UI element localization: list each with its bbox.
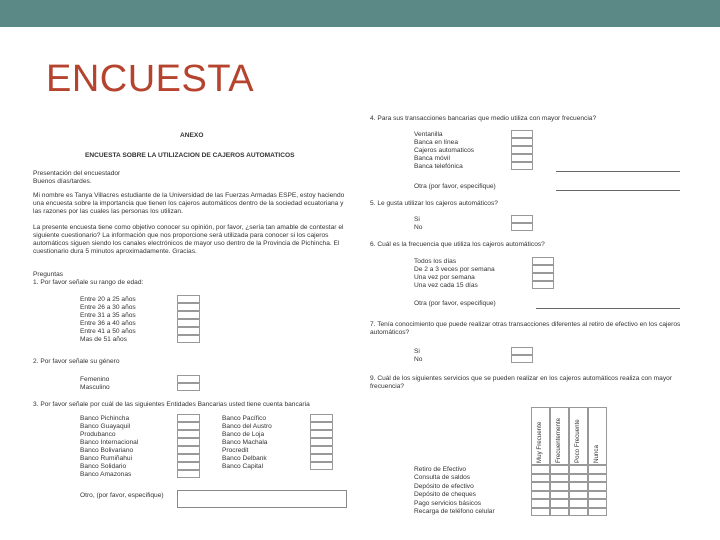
option-label: Banca en línea bbox=[414, 139, 458, 146]
survey-page-left bbox=[30, 128, 360, 528]
service-checkbox[interactable] bbox=[569, 491, 588, 500]
bank-option-checkbox[interactable] bbox=[177, 430, 200, 438]
option-label: No bbox=[414, 224, 423, 231]
option-label: No bbox=[414, 356, 423, 363]
option-label: Femenino bbox=[80, 376, 110, 383]
service-checkbox[interactable] bbox=[531, 465, 550, 474]
service-checkbox[interactable] bbox=[569, 508, 588, 517]
option-label: Una vez cada 15 días bbox=[414, 282, 478, 289]
bank-option-checkbox[interactable] bbox=[177, 446, 200, 454]
bank-option-checkbox[interactable] bbox=[177, 422, 200, 430]
service-checkbox[interactable] bbox=[531, 474, 550, 483]
service-checkbox[interactable] bbox=[550, 474, 569, 483]
option-checkbox[interactable] bbox=[532, 273, 554, 281]
option-checkbox[interactable] bbox=[177, 319, 200, 327]
service-checkbox[interactable] bbox=[550, 499, 569, 508]
bank-option-checkbox[interactable] bbox=[177, 454, 200, 462]
slide-title: ENCUESTA bbox=[46, 58, 255, 100]
service-label: Depósito de efectivo bbox=[414, 482, 474, 490]
annex-label: ANEXO bbox=[180, 132, 204, 139]
questions-label: Preguntas bbox=[33, 271, 64, 278]
bank-option-label: Banco Guayaquil bbox=[80, 423, 131, 430]
bank-option-label: Produbanco bbox=[80, 431, 116, 438]
bank-option-label: Banco Rumiñahui bbox=[80, 455, 133, 462]
bank-option-label: Banco del Austro bbox=[222, 423, 272, 430]
survey-page-right bbox=[370, 113, 710, 533]
service-label: Recarga de teléfono celular bbox=[414, 508, 495, 515]
service-checkbox[interactable] bbox=[569, 474, 588, 483]
bank-option-checkbox[interactable] bbox=[310, 438, 333, 446]
frequency-other-label: Otra (por favor, especifique) bbox=[414, 300, 496, 307]
service-checkbox[interactable] bbox=[569, 465, 588, 474]
option-label: Entre 31 a 35 años bbox=[80, 312, 136, 319]
bank-option-label: Banco Delbank bbox=[222, 455, 267, 462]
greeting-text: Buenos días/tardes. bbox=[33, 178, 92, 185]
option-checkbox[interactable] bbox=[177, 303, 200, 311]
question-3: 3. Por favor señale por cuál de las siguientes Entidades Bancarias usted tiene cuenta bancaria bbox=[33, 401, 310, 408]
service-checkbox[interactable] bbox=[550, 508, 569, 517]
option-checkbox[interactable] bbox=[177, 383, 200, 391]
option-label: Una vez por semana bbox=[414, 274, 475, 281]
question-1: 1. Por favor señale su rango de edad: bbox=[33, 279, 144, 286]
service-checkbox[interactable] bbox=[550, 482, 569, 491]
service-label: Consulta de saldos bbox=[414, 474, 471, 481]
option-checkbox[interactable] bbox=[511, 223, 533, 231]
question-9: 9. Cuál de los siguientes servicios que se pueden realizar en los cajeros automáticos realiza con mayor frecuencia? bbox=[370, 375, 673, 390]
slide-header-bar bbox=[0, 0, 720, 27]
survey-heading: ENCUESTA SOBRE LA UTILIZACION DE CAJEROS AUTOMATICOS bbox=[85, 152, 295, 159]
option-checkbox[interactable] bbox=[511, 347, 533, 355]
bank-option-checkbox[interactable] bbox=[310, 446, 333, 454]
option-checkbox[interactable] bbox=[532, 257, 554, 265]
option-label: Ventanilla bbox=[414, 131, 443, 138]
channel-other-label: Otra (por favor, especifique) bbox=[414, 183, 496, 190]
bank-option-label: Procredit bbox=[222, 447, 249, 454]
option-label: Mas de 51 años bbox=[80, 336, 127, 343]
service-label: Retiro de Efectivo bbox=[414, 465, 467, 473]
option-checkbox[interactable] bbox=[511, 146, 533, 154]
service-checkbox[interactable] bbox=[531, 508, 550, 517]
option-label: Banca móvil bbox=[414, 155, 450, 162]
option-checkbox[interactable] bbox=[532, 281, 554, 289]
option-checkbox[interactable] bbox=[511, 355, 533, 363]
option-checkbox[interactable] bbox=[177, 327, 200, 335]
option-label: Si bbox=[414, 348, 420, 355]
channel-other-field[interactable] bbox=[556, 171, 680, 191]
bank-option-label: Banco Bolivariano bbox=[80, 447, 134, 454]
service-checkbox[interactable] bbox=[588, 465, 607, 474]
grid-column-label: Frecuentemente bbox=[555, 417, 562, 463]
option-label: Banca telefónica bbox=[414, 163, 463, 170]
grid-column-label: Nunca bbox=[593, 445, 600, 463]
bank-option-checkbox[interactable] bbox=[310, 454, 333, 462]
service-checkbox[interactable] bbox=[531, 482, 550, 491]
option-checkbox[interactable] bbox=[511, 162, 533, 170]
service-checkbox[interactable] bbox=[588, 508, 607, 517]
question-6: 6. Cuál es la frecuencia que utiliza los cajeros automáticos? bbox=[370, 241, 545, 248]
option-label: De 2 a 3 veces por semana bbox=[414, 266, 495, 273]
presentation-label: Presentación del encuestador bbox=[33, 170, 121, 177]
option-label: Entre 41 a 50 años bbox=[80, 328, 136, 335]
option-checkbox[interactable] bbox=[511, 154, 533, 162]
intro-paragraph: Mi nombre es Tanya Villacres estudiante de la Universidad de las Fuerzas Armadas ESPE, estoy haciendo una encuesta sobre la importancia que tienen los cajeros automáticos dentro de la sociedad ecuatoriana y las razones por las cuales las personas los utilizan. bbox=[33, 192, 345, 215]
bank-other-box[interactable] bbox=[177, 490, 347, 508]
bank-option-checkbox[interactable] bbox=[177, 438, 200, 446]
service-label: Pago servicios básicos bbox=[414, 499, 482, 507]
bank-option-checkbox[interactable] bbox=[177, 462, 200, 470]
option-checkbox[interactable] bbox=[177, 375, 200, 383]
bank-option-label: Banco Pichincha bbox=[80, 415, 130, 422]
service-checkbox[interactable] bbox=[588, 499, 607, 508]
bank-option-label: Banco Amazonas bbox=[80, 471, 132, 478]
service-checkbox[interactable] bbox=[550, 465, 569, 474]
service-checkbox[interactable] bbox=[569, 499, 588, 508]
option-label: Todos los días bbox=[414, 258, 457, 265]
service-checkbox[interactable] bbox=[588, 474, 607, 483]
option-checkbox[interactable] bbox=[177, 311, 200, 319]
option-label: Entre 26 a 30 años bbox=[80, 304, 136, 311]
service-checkbox[interactable] bbox=[569, 482, 588, 491]
bank-option-checkbox[interactable] bbox=[310, 430, 333, 438]
service-checkbox[interactable] bbox=[588, 491, 607, 500]
question-2: 2. Por favor señale su género bbox=[33, 358, 120, 365]
question-5: 5. Le gusta utilizar los cajeros automáticos? bbox=[370, 200, 498, 207]
service-checkbox[interactable] bbox=[550, 491, 569, 500]
bank-option-checkbox[interactable] bbox=[310, 414, 333, 422]
bank-option-label: Banco Pacífico bbox=[222, 415, 266, 422]
option-checkbox[interactable] bbox=[177, 335, 200, 343]
bank-option-label: Banco Solidario bbox=[80, 463, 127, 470]
question-7: 7. Tenía conocimiento que puede realizar otras transacciones diferentes al retiro de efectivo en los cajeros automáticos? bbox=[370, 321, 681, 336]
bank-other-label: Otro, (por favor, especifique) bbox=[80, 492, 164, 499]
bank-option-checkbox[interactable] bbox=[177, 414, 200, 422]
question-4: 4. Para sus transacciones bancarias que medio utiliza con mayor frecuencia? bbox=[370, 115, 597, 122]
bank-option-label: Banco Internacional bbox=[80, 439, 139, 446]
service-checkbox[interactable] bbox=[531, 499, 550, 508]
grid-column-label: Poco Frecuente bbox=[574, 419, 581, 463]
option-label: Masculino bbox=[80, 384, 110, 391]
bank-option-checkbox[interactable] bbox=[177, 470, 200, 478]
bank-option-label: Banco Capital bbox=[222, 463, 264, 470]
bank-option-label: Banco Machala bbox=[222, 439, 268, 446]
option-label: Entre 36 a 40 años bbox=[80, 320, 136, 327]
service-checkbox[interactable] bbox=[531, 491, 550, 500]
option-checkbox[interactable] bbox=[511, 215, 533, 223]
option-label: Si bbox=[414, 216, 420, 223]
option-checkbox[interactable] bbox=[511, 138, 533, 146]
service-checkbox[interactable] bbox=[588, 482, 607, 491]
grid-column-label: Muy Frecuente bbox=[536, 421, 543, 463]
option-label: Cajeros automaticos bbox=[414, 147, 475, 154]
bank-option-label: Banco de Loja bbox=[222, 431, 265, 438]
service-label: Depósito de cheques bbox=[414, 491, 476, 498]
purpose-paragraph: La presente encuesta tiene como objetivo conocer su opinión, por favor, ¿sería tan amable de contestar el siguiente cuestionario? La información que nos proporcione será utilizada para conocer si los cajeros automáticos siguen siendo los canales electrónicos de mayor uso dentro de la Provincia de Pichincha. El cuestionario dura 5 minutos aproximadamente. Gracias. bbox=[33, 224, 344, 255]
bank-option-checkbox[interactable] bbox=[310, 462, 333, 470]
option-checkbox[interactable] bbox=[532, 265, 554, 273]
option-label: Entre 20 a 25 años bbox=[80, 296, 136, 303]
bank-option-checkbox[interactable] bbox=[310, 422, 333, 430]
frequency-other-field[interactable] bbox=[536, 294, 680, 309]
option-checkbox[interactable] bbox=[511, 130, 533, 138]
option-checkbox[interactable] bbox=[177, 295, 200, 303]
